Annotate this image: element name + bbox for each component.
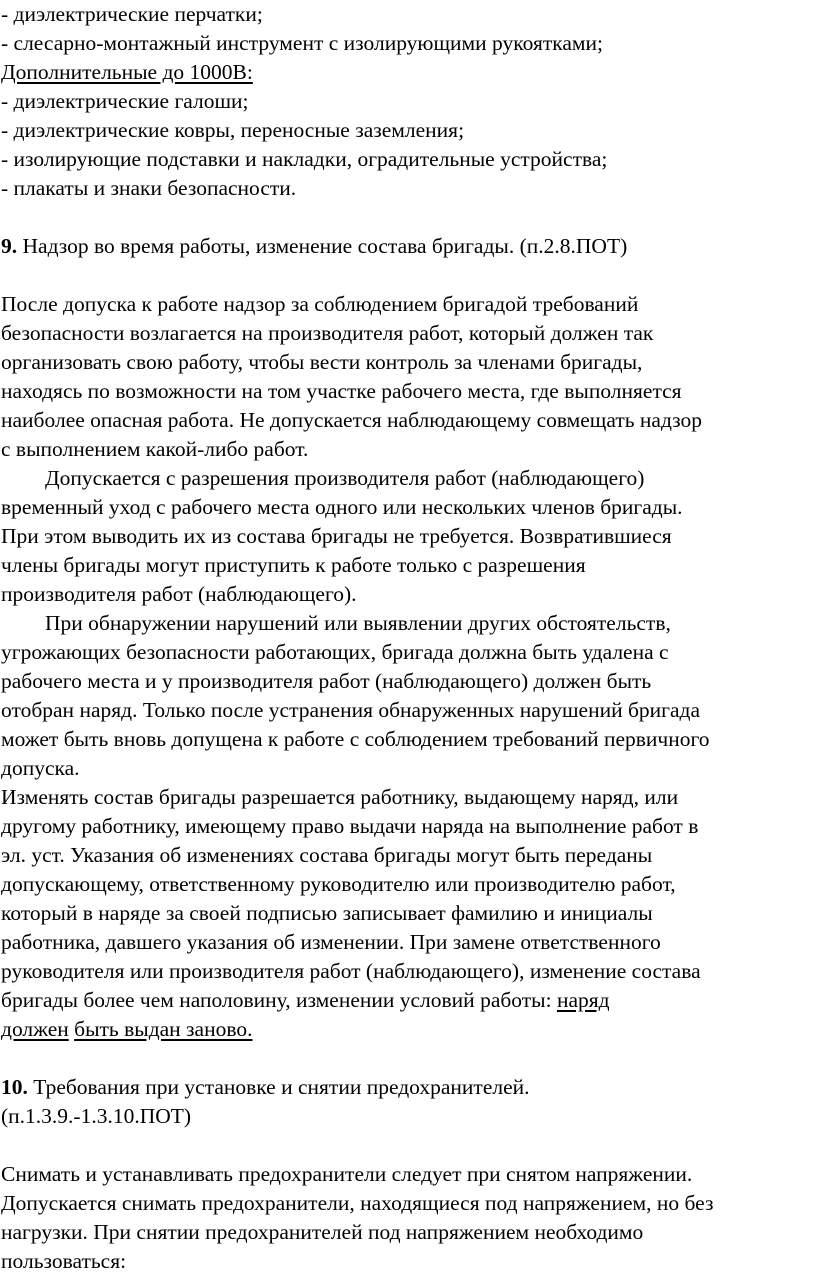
list-item: - плакаты и знаки безопасности.: [1, 176, 297, 200]
text-line: нагрузки. При снятии предохранителей под напряжением необходимо: [1, 1220, 644, 1244]
list-item: - диэлектрические галоши;: [1, 89, 249, 113]
text-line: организовать свою работу, чтобы вести контроль за членами бригады,: [1, 350, 643, 374]
text-line: производителя работ (наблюдающего).: [1, 582, 357, 606]
text-line: При обнаружении нарушений или выявлении других обстоятельств,: [45, 611, 671, 635]
text-line: допускающему, ответственному руководителю или производителю работ,: [1, 872, 676, 896]
text-line: После допуска к работе надзор за соблюдением бригадой требований: [1, 292, 639, 316]
section-10-reference: (п.1.3.9.-1.3.10.ПОТ): [1, 1104, 192, 1128]
text-line: руководителя или производителя работ (наблюдающего), изменение состава: [1, 959, 701, 983]
list-item: - диэлектрические ковры, переносные заземления;: [1, 118, 465, 142]
text-line: временный уход с рабочего места одного или нескольких членов бригады.: [1, 495, 683, 519]
text-line: наиболее опасная работа. Не допускается наблюдающему совмещать надзор: [1, 408, 703, 432]
text-line: другому работнику, имеющему право выдачи наряда на выполнение работ в: [1, 814, 699, 838]
text-line: члены бригады могут приступить к работе только с разрешения: [1, 553, 586, 577]
underlined-text: наряд: [556, 988, 610, 1012]
section-10-heading: [0, 1073, 816, 1102]
section-10-paragraph-1: [0, 1160, 816, 1276]
section-10-number: 10.: [1, 1075, 28, 1099]
section-9-paragraph-3: [0, 609, 816, 783]
section-9-title: Надзор во время работы, изменение состава бригады. (п.2.8.ПОТ): [17, 234, 628, 258]
text-line: отобран наряд. Только после устранения обнаруженных нарушений бригада: [1, 698, 701, 722]
spacer: [0, 261, 816, 290]
section-9-paragraph-2: [0, 464, 816, 609]
text-line: который в наряде за своей подписью записывает фамилию и инициалы: [1, 901, 653, 925]
text-line: Допускается с разрешения производителя работ (наблюдающего): [45, 466, 645, 490]
text-line: работника, давшего указания об изменении. При замене ответственного: [1, 930, 661, 954]
text-line: с выполнением какой-либо работ.: [1, 437, 309, 461]
text-line: допуска.: [1, 756, 80, 780]
spacer: [0, 1044, 816, 1073]
spacer: [0, 203, 816, 232]
list-item: - изолирующие подставки и накладки, оградительные устройства;: [1, 147, 608, 171]
section-10-title: Требования при установке и снятии предохранителей.: [27, 1075, 530, 1099]
underlined-text: должен: [1, 1017, 69, 1041]
text-line: может быть вновь допущена к работе с соблюдением требований первичного: [1, 727, 710, 751]
text-line: находясь по возможности на том участке рабочего места, где выполняется: [1, 379, 682, 403]
text-line: [0, 1015, 816, 1044]
text-line: эл. уст. Указания об изменениях состава бригады могут быть переданы: [1, 843, 653, 867]
section-9-paragraph-4: [0, 783, 816, 1044]
text-line: пользоваться:: [1, 1249, 127, 1273]
list-item: - слесарно-монтажный инструмент с изолирующими рукоятками;: [1, 31, 603, 55]
list-item: - диэлектрические перчатки;: [1, 2, 263, 26]
section-9-heading: [0, 232, 816, 261]
spacer: [0, 1131, 816, 1160]
text-line: безопасности возлагается на производителя работ, который должен так: [1, 321, 654, 345]
text-line: рабочего места и у производителя работ (наблюдающего) должен быть: [1, 669, 652, 693]
text-line: бригады более чем наполовину, изменении условий работы: наряд: [1, 988, 610, 1012]
text-line: Допускается снимать предохранители, находящиеся под напряжением, но без: [1, 1191, 714, 1215]
text-line: Снимать и устанавливать предохранители следует при снятом напряжении.: [1, 1162, 693, 1186]
section-9-number: 9.: [1, 234, 18, 258]
underlined-text: быть выдан заново.: [74, 1017, 253, 1041]
text-line: При этом выводить их из состава бригады не требуется. Возвратившиеся: [1, 524, 672, 548]
subheading-additional: Дополнительные до 1000В:: [1, 60, 253, 84]
text-line: Изменять состав бригады разрешается работнику, выдающему наряд, или: [1, 785, 679, 809]
section-9-paragraph-1: [0, 290, 816, 464]
text-line: угрожающих безопасности работающих, бригада должна быть удалена с: [1, 640, 669, 664]
